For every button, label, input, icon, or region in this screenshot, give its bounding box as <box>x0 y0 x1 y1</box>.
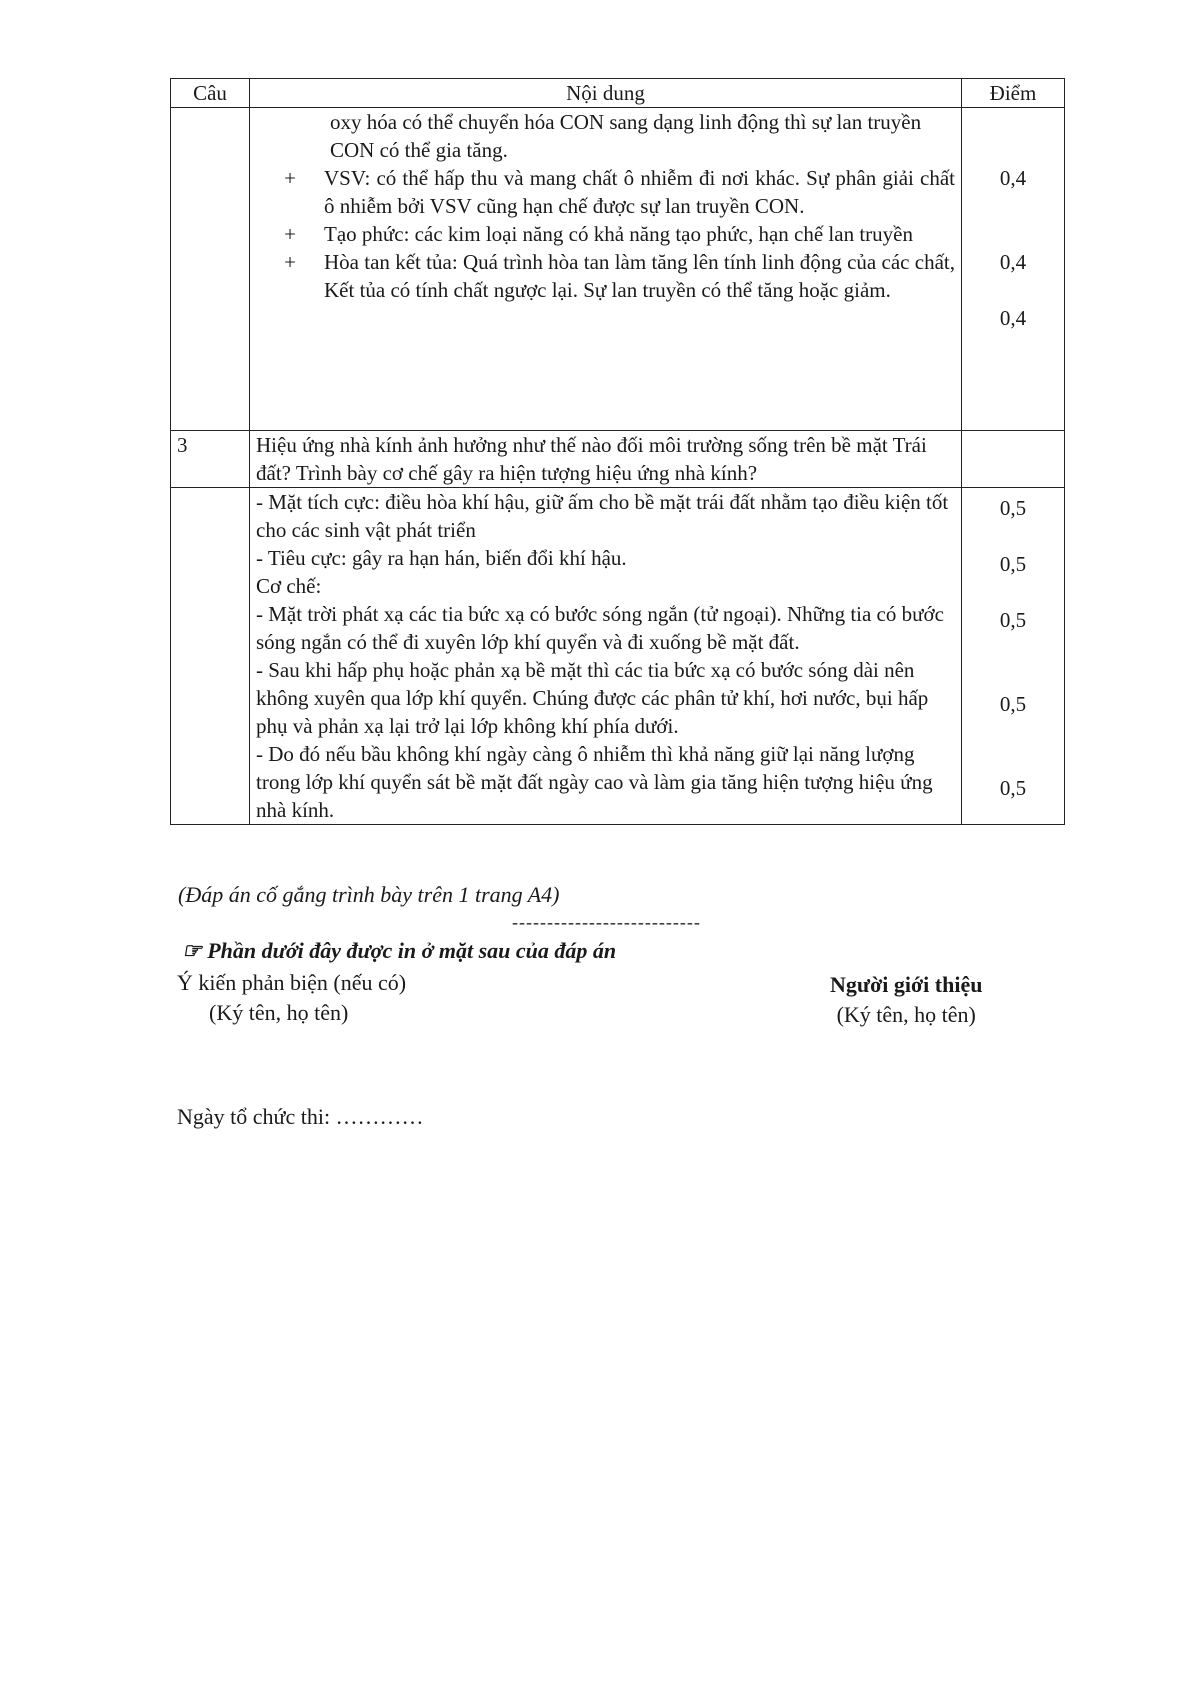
bullet-text: Tạo phức: các kim loại năng có khả năng tạo phức, hạn chế lan truyền <box>324 222 913 246</box>
list-item <box>256 248 955 304</box>
paragraph: - Sau khi hấp phụ hoặc phản xạ bề mặt thì các tia bức xạ có bước sóng dài nên không xuyên qua lớp khí quyển. Chúng được các phân tử khí, hơi nước, bụi hấp phụ và phản xạ lại trở lại lớp không khí phía dưới. <box>256 658 929 738</box>
paragraph: - Tiêu cực: gây ra hạn hán, biến đổi khí hậu. <box>256 546 627 570</box>
paragraph: Cơ chế: <box>256 574 322 598</box>
row3-content <box>250 488 962 825</box>
footer-note: (Đáp án cố gắng trình bày trên 1 trang A4) <box>178 882 560 907</box>
row3-cau <box>171 488 250 825</box>
score: 0,5 <box>999 776 1027 800</box>
printed-back-note: ☞ Phần dưới đây được in ở mặt sau của đáp án <box>182 938 617 963</box>
table-row <box>171 488 1065 825</box>
row3-scores <box>962 488 1065 825</box>
bullet-text: Hòa tan kết tủa: Quá trình hòa tan làm tăng lên tính linh động của các chất, Kết tủa có tính chất ngược lại. Sự lan truyền có thể tăng hoặc giảm. <box>324 250 955 302</box>
score: 0,5 <box>999 608 1027 632</box>
row1-scores <box>962 108 1065 431</box>
row1-content <box>250 108 962 431</box>
review-sign: (Ký tên, họ tên) <box>209 1000 349 1025</box>
review-label: Ý kiến phản biện (nếu có) <box>177 970 407 995</box>
introducer-label: Người giới thiệu <box>830 972 983 997</box>
divider-dashes: --------------------------- <box>512 912 701 932</box>
header-noi-dung: Nội dung <box>250 79 962 108</box>
bullet-mark: + <box>284 166 296 190</box>
table-row <box>171 431 1065 488</box>
row2-score <box>962 431 1065 488</box>
header-cau: Câu <box>171 79 250 108</box>
score: 0,4 <box>999 306 1027 330</box>
introducer-sign: (Ký tên, họ tên) <box>836 1002 976 1027</box>
list-item <box>256 164 955 220</box>
score: 0,5 <box>999 496 1027 520</box>
paragraph: - Mặt tích cực: điều hòa khí hậu, giữ ấm cho bề mặt trái đất nhằm tạo điều kiện tốt cho các sinh vật phát triển <box>256 490 949 542</box>
score: 0,5 <box>999 552 1027 576</box>
bullet-mark: + <box>284 222 296 246</box>
score: 0,5 <box>999 692 1027 716</box>
review-block <box>177 968 406 1028</box>
row1-lead: oxy hóa có thể chuyển hóa CON sang dạng linh động thì sự lan truyền CON có thể gia tăng. <box>330 110 922 162</box>
exam-date: Ngày tổ chức thi: ………… <box>177 1104 424 1129</box>
row1-cau <box>171 108 250 431</box>
header-diem: Điểm <box>962 79 1065 108</box>
introducer-block <box>830 970 982 1030</box>
table-row <box>171 108 1065 431</box>
paragraph: - Do đó nếu bầu không khí ngày càng ô nhiễm thì khả năng giữ lại năng lượng trong lớp khí quyển sát bề mặt đất ngày cao và làm gia tăng hiện tượng hiệu ứng nhà kính. <box>256 742 933 822</box>
paragraph: - Mặt trời phát xạ các tia bức xạ có bước sóng ngắn (tử ngoại). Những tia có bước sóng ngắn có thể đi xuyên lớp khí quyển và đi xuống bề mặt đất. <box>256 602 944 654</box>
bullet-mark: + <box>284 250 296 274</box>
bullet-text: VSV: có thể hấp thu và mang chất ô nhiễm đi nơi khác. Sự phân giải chất ô nhiễm bởi VSV cũng hạn chế được sự lan truyền CON. <box>324 166 955 218</box>
row2-cau: 3 <box>171 431 250 488</box>
answer-table <box>170 78 1065 825</box>
score: 0,4 <box>999 250 1027 274</box>
score: 0,4 <box>999 166 1027 190</box>
list-item <box>256 220 955 248</box>
row2-question: Hiệu ứng nhà kính ảnh hưởng như thế nào đối môi trường sống trên bề mặt Trái đất? Trình bày cơ chế gây ra hiện tượng hiệu ứng nhà kính? <box>250 431 962 488</box>
table-header-row <box>171 79 1065 108</box>
